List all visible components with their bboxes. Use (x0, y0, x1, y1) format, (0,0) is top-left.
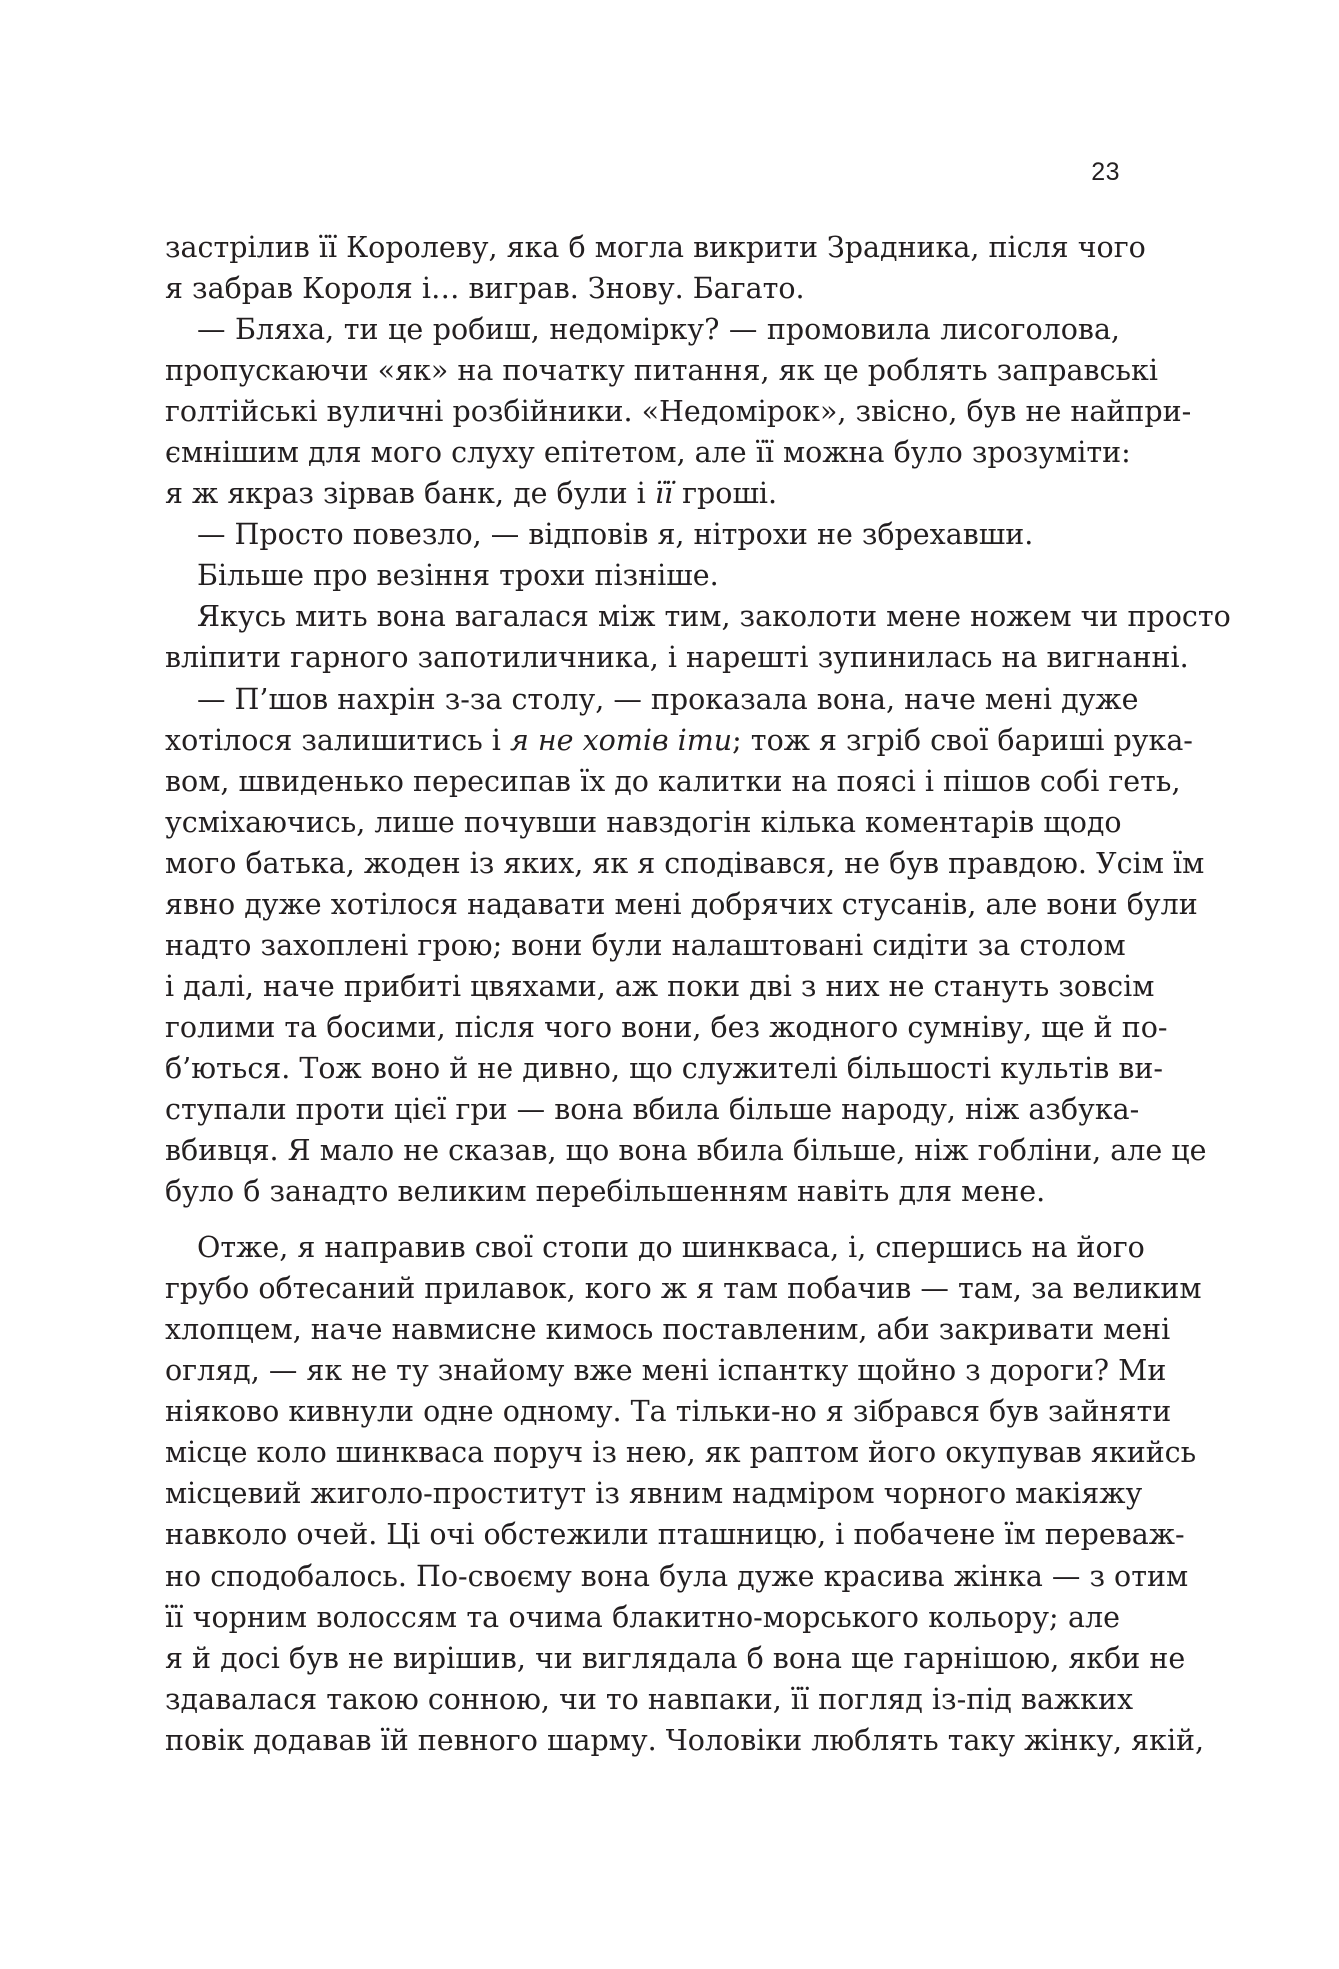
text-span: Отже, я направив свої стопи до шинкваса, і, спершись на його (197, 1231, 1145, 1265)
text-line (165, 884, 1198, 925)
text-span: огляд, — як не ту знайому вже мені іспантку щойно з дороги? Ми (165, 1354, 1167, 1388)
text-span: хотілося залишитись і (165, 723, 510, 757)
italic-text: її (654, 477, 674, 511)
text-span: грубо обтесаний прилавок, кого ж я там побачив — там, за великим (165, 1272, 1202, 1306)
text-span: місцевий жиголо-проститут із явним надміром чорного макіяжу (165, 1477, 1143, 1511)
text-line (165, 1309, 1171, 1350)
text-line (165, 1679, 1134, 1720)
text-line (165, 1171, 1120, 1212)
text-line (165, 679, 1139, 720)
paragraph (165, 309, 1192, 514)
text-line (165, 432, 1131, 473)
text-line (165, 1089, 1140, 1130)
paragraph-gap (165, 1212, 1120, 1227)
text-line (165, 1350, 1167, 1391)
text-span: надто захоплені грою; вони були налаштовані сидіти за столом (165, 928, 1126, 962)
text-span: явно дуже хотілося надавати мені добрячих стусанів, але вони були (165, 887, 1198, 921)
text-span: голтійські вуличні розбійники. «Недомірок», звісно, був не найпри- (165, 395, 1192, 429)
text-line (165, 1473, 1143, 1514)
text-span: вбивця. Я мало не сказав, що вона вбила більше, ніж гобліни, але це (165, 1134, 1207, 1168)
paragraph (165, 514, 1120, 555)
text-span: пропускаючи «як» на початку питання, як це роблять заправські (165, 354, 1158, 388)
text-span: — Бляха, ти це робиш, недомірку? — промовила лисоголова, (197, 313, 1120, 347)
text-span: — Просто повезло, — відповів я, нітрохи не збрехавши. (197, 518, 1034, 552)
body-text (165, 227, 1231, 1761)
paragraph (165, 1227, 1205, 1761)
text-line (165, 1048, 1164, 1089)
text-span: застрілив її Королеву, яка б могла викрити Зрадника, після чого (165, 231, 1146, 264)
text-span: усміхаючись, лише почувши навздогін кілька коментарів щодо (165, 805, 1122, 839)
text-line (165, 843, 1205, 884)
text-span: її чорним волоссям та очима блакитно-морського кольору; але (165, 1600, 1120, 1634)
text-line (165, 1268, 1202, 1309)
text-span: голими та босими, після чого вони, без жодного сумніву, ще й по- (165, 1010, 1168, 1044)
text-span: я ж якраз зірвав банк, де були і (165, 477, 655, 511)
text-line (165, 391, 1192, 432)
text-span: я забрав Короля і… виграв. Знову. Багато. (165, 272, 805, 306)
text-line (165, 1556, 1189, 1597)
text-span: но сподобалось. По-своєму вона була дуже красива жінка — з отим (165, 1559, 1189, 1593)
text-line (165, 966, 1155, 1007)
text-line (165, 268, 1120, 309)
text-span: повік додавав їй певного шарму. Чоловіки люблять таку жінку, якій, (165, 1723, 1205, 1757)
text-span: Більше про везіння трохи пізніше. (197, 559, 719, 593)
text-span: ; тож я згріб свої бариші рука- (732, 723, 1193, 757)
text-line (165, 720, 1193, 761)
text-span: і далі, наче прибиті цвяхами, аж поки дві з них не стануть зовсім (165, 969, 1155, 1003)
text-line (165, 1007, 1168, 1048)
text-line (165, 1227, 1145, 1268)
text-line (165, 227, 1146, 268)
text-line (165, 1391, 1172, 1432)
text-span: б’ються. Тож воно й не дивно, що служителі більшості культів ви- (165, 1051, 1164, 1085)
text-line (165, 350, 1158, 391)
text-line (165, 802, 1120, 843)
text-span: я й досі був не вирішив, чи виглядала б вона ще гарнішою, якби не (165, 1641, 1186, 1675)
text-span: ємнішим для мого слуху епітетом, але її можна було зрозуміти: (165, 436, 1131, 470)
text-span: вліпити гарного запотиличника, і нарешті зупинилась на вигнанні. (165, 641, 1189, 675)
text-line (165, 309, 1120, 350)
text-line (165, 1130, 1207, 1171)
text-span: було б занадто великим перебільшенням навіть для мене. (165, 1175, 1046, 1209)
paragraph (165, 227, 1146, 309)
text-span: — П’шов нахрін з-за столу, — проказала вона, наче мені дуже (197, 682, 1139, 716)
text-line (165, 555, 1120, 596)
text-span: ступали проти цієї гри — вона вбила більше народу, ніж азбука- (165, 1092, 1140, 1126)
text-line (165, 1514, 1185, 1555)
text-span: Якусь мить вона вагалася між тим, заколоти мене ножем чи просто (197, 600, 1231, 634)
text-line (165, 1720, 1205, 1761)
text-span: хлопцем, наче навмисне кимось поставленим, аби закривати мені (165, 1313, 1171, 1347)
paragraph (165, 596, 1231, 678)
text-span: гроші. (673, 477, 778, 511)
text-line (165, 473, 1120, 514)
paragraph (165, 555, 1120, 596)
text-line (165, 1638, 1186, 1679)
text-line (165, 925, 1126, 966)
italic-text: я не хотів іти (509, 723, 733, 757)
text-span: здавалася такою сонною, чи то навпаки, її погляд із-під важких (165, 1682, 1134, 1716)
text-span: навколо очей. Ці очі обстежили пташницю, і побачене їм переваж- (165, 1518, 1185, 1552)
text-line (165, 596, 1231, 637)
text-span: вом, швиденько пересипав їх до калитки на поясі і пішов собі геть, (165, 764, 1181, 798)
text-span: мого батька, жоден із яких, як я сподівався, не був правдою. Усім їм (165, 846, 1205, 880)
text-line (165, 1597, 1120, 1638)
page-number: 23 (1091, 158, 1120, 186)
text-line (165, 761, 1181, 802)
text-line (165, 514, 1120, 555)
text-span: місце коло шинкваса поруч із нею, як раптом його окупував якийсь (165, 1436, 1197, 1470)
text-line (165, 637, 1189, 678)
paragraph (165, 679, 1207, 1213)
text-span: ніяково кивнули одне одному. Та тільки-но я зібрався був зайняти (165, 1395, 1172, 1429)
text-line (165, 1432, 1197, 1473)
